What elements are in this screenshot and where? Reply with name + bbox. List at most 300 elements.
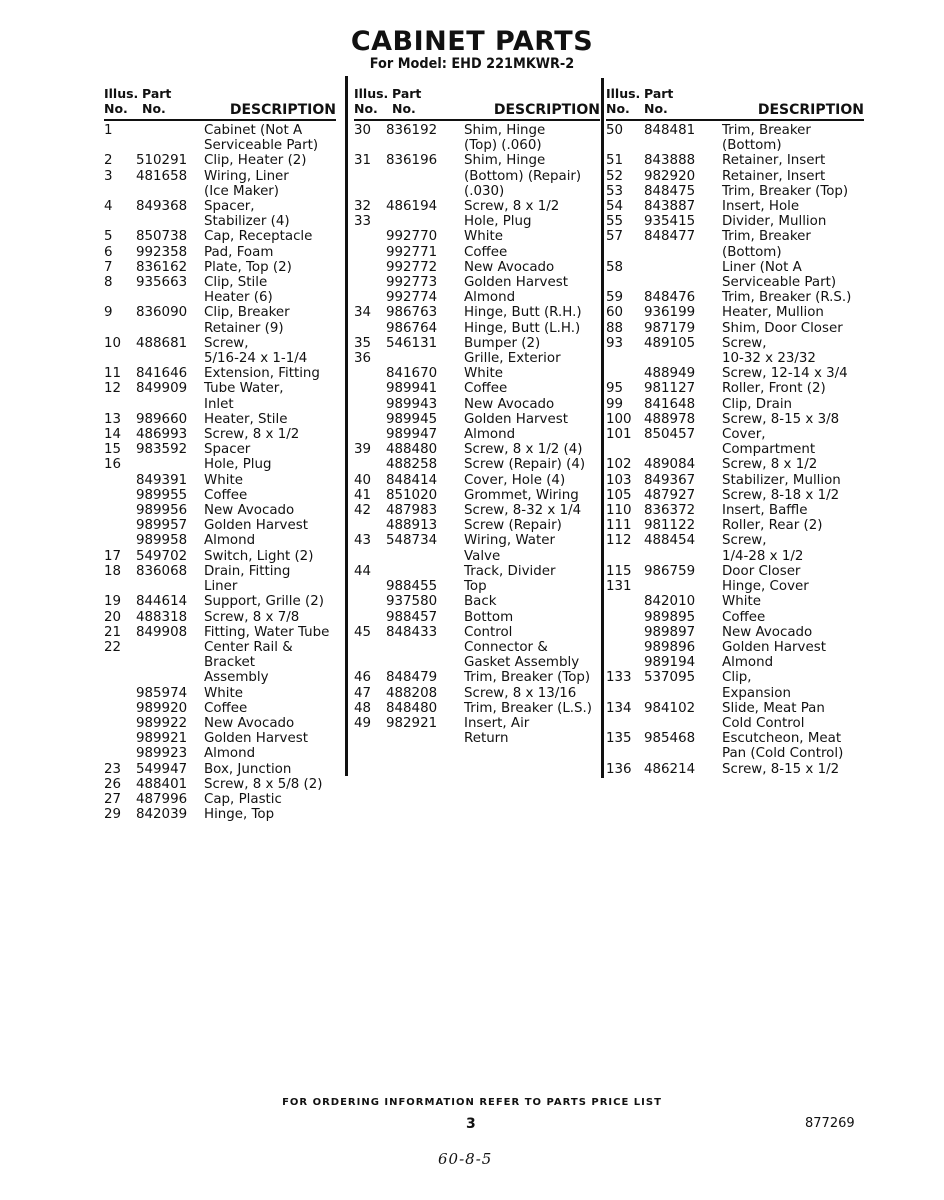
illus-number: 20 <box>104 609 122 625</box>
parts-row <box>354 245 600 260</box>
parts-row <box>104 229 336 244</box>
parts-row <box>354 381 600 396</box>
illus-number: 19 <box>104 594 122 610</box>
parts-row <box>606 260 864 290</box>
parts-row <box>104 777 336 792</box>
part-number: 488454 <box>644 533 696 549</box>
header-illus-no: Illus. No. <box>104 86 139 116</box>
illus-number: 2 <box>104 153 113 169</box>
parts-row <box>354 473 600 488</box>
parts-row <box>104 260 336 275</box>
part-number: 987179 <box>644 320 696 336</box>
part-number: 487996 <box>136 791 188 807</box>
parts-row <box>354 686 600 701</box>
part-description: New Avocado <box>204 715 295 731</box>
illus-number: 36 <box>354 351 372 367</box>
parts-row <box>104 518 336 533</box>
parts-row <box>104 731 336 746</box>
parts-row <box>354 716 600 746</box>
part-number: 986763 <box>386 305 438 321</box>
part-number: 992358 <box>136 244 188 260</box>
parts-row <box>354 579 600 594</box>
illus-number: 43 <box>354 533 372 549</box>
part-description: Hinge, Butt (R.H.) <box>464 305 582 321</box>
parts-row <box>606 503 864 518</box>
parts-row <box>104 488 336 503</box>
illus-number: 42 <box>354 503 372 519</box>
parts-row <box>606 670 864 700</box>
part-number: 986764 <box>386 320 438 336</box>
model-subtitle: For Model: EHD 221MKWR-2 <box>369 56 575 72</box>
parts-row <box>606 518 864 533</box>
part-description: New Avocado <box>722 624 813 640</box>
part-description: Wiring, Liner (Ice Maker) <box>204 168 289 199</box>
part-number: 989896 <box>644 639 696 655</box>
header-description: DESCRIPTION <box>493 102 600 118</box>
part-description: Grommet, Wiring <box>464 487 579 503</box>
part-description: Insert, Baffle <box>722 503 808 519</box>
part-number: 848480 <box>386 700 438 716</box>
part-description: Screw, 8-15 x 1/2 <box>722 761 840 777</box>
illus-number: 95 <box>606 381 624 397</box>
part-description: Roller, Front (2) <box>722 381 826 397</box>
part-number: 989920 <box>136 700 188 716</box>
part-number <box>384 214 464 229</box>
part-number: 836196 <box>386 153 438 169</box>
parts-row <box>354 275 600 290</box>
part-number: 836372 <box>644 503 696 519</box>
part-description: Screw (Repair) (4) <box>464 457 586 473</box>
parts-row <box>354 518 600 533</box>
illus-number: 5 <box>104 229 113 245</box>
parts-row <box>606 655 864 670</box>
part-number: 842010 <box>644 594 696 610</box>
part-number: 848475 <box>644 183 696 199</box>
part-description: Retainer, Insert <box>722 168 826 184</box>
illus-number <box>104 716 134 731</box>
parts-row <box>606 457 864 472</box>
part-description: Control Connector & Gasket Assembly <box>464 624 580 671</box>
illus-number: 53 <box>606 183 624 199</box>
part-description: Hinge, Top <box>204 807 275 823</box>
part-description: Hinge, Cover <box>722 579 809 595</box>
parts-row <box>104 716 336 731</box>
illus-number <box>354 245 384 260</box>
illus-number <box>354 321 384 336</box>
part-description: Coffee <box>464 381 508 397</box>
part-number: 848481 <box>644 123 696 138</box>
illus-number: 103 <box>606 472 632 488</box>
illus-number <box>606 610 642 625</box>
part-number: 992772 <box>386 259 438 275</box>
illus-number <box>354 518 384 533</box>
part-description: White <box>722 594 761 610</box>
parts-row <box>606 336 864 366</box>
illus-number: 134 <box>606 700 632 716</box>
illus-number <box>606 655 642 670</box>
parts-list <box>104 123 336 822</box>
part-number: 851020 <box>386 487 438 503</box>
illus-number: 47 <box>354 685 372 701</box>
part-number: 548734 <box>386 533 438 549</box>
part-number: 989957 <box>136 518 188 534</box>
illus-number: 49 <box>354 715 372 731</box>
part-number: 992773 <box>386 275 438 291</box>
illus-number: 93 <box>606 335 624 351</box>
parts-row <box>354 123 600 153</box>
part-description: Hole, Plug <box>464 214 532 230</box>
parts-row <box>104 336 336 366</box>
part-description: Divider, Mullion <box>722 214 827 230</box>
parts-row <box>104 275 336 305</box>
ordering-note: FOR ORDERING INFORMATION REFER TO PARTS PRICE LIST <box>282 1097 662 1108</box>
part-number: 510291 <box>136 153 188 169</box>
illus-number <box>354 579 384 594</box>
parts-row <box>104 549 336 564</box>
parts-row <box>104 169 336 199</box>
part-number: 850457 <box>644 427 696 443</box>
illus-number: 4 <box>104 199 113 215</box>
parts-row <box>606 321 864 336</box>
part-number: 546131 <box>386 335 438 351</box>
parts-row <box>606 381 864 396</box>
parts-row <box>104 807 336 822</box>
illus-number: 55 <box>606 214 624 230</box>
part-description: Trim, Breaker (L.S.) <box>464 700 593 716</box>
part-number <box>134 123 204 153</box>
part-description: Screw, 8 x 1/2 <box>722 457 818 473</box>
part-number: 488208 <box>386 685 438 701</box>
part-number: 982920 <box>644 168 696 184</box>
illus-number: 10 <box>104 335 122 351</box>
part-description: Insert, Hole <box>722 199 800 215</box>
part-description: Box, Junction <box>204 761 292 777</box>
illus-number: 26 <box>104 776 122 792</box>
part-number: 848476 <box>644 290 696 306</box>
part-number: 989660 <box>136 411 188 427</box>
part-number: 836192 <box>386 123 438 138</box>
parts-row <box>354 427 600 442</box>
parts-row <box>354 305 600 320</box>
parts-row <box>354 564 600 579</box>
part-description: New Avocado <box>464 259 555 275</box>
part-number <box>642 579 722 594</box>
part-description: Almond <box>464 427 516 443</box>
part-description: Spacer, Stabilizer (4) <box>204 199 290 230</box>
illus-number <box>606 640 642 655</box>
part-number: 849368 <box>136 199 188 215</box>
part-description: Shim, Door Closer <box>722 320 843 336</box>
illus-number: 101 <box>606 427 632 443</box>
part-description: Pad, Foam <box>204 244 274 260</box>
parts-row <box>104 594 336 609</box>
part-description: Heater, Stile <box>204 411 288 427</box>
parts-row <box>104 625 336 640</box>
part-number: 836068 <box>136 563 188 579</box>
parts-column-3 <box>606 86 864 777</box>
illus-number: 57 <box>606 229 624 245</box>
parts-list <box>606 123 864 777</box>
parts-row <box>354 670 600 685</box>
part-number: 841670 <box>386 366 438 382</box>
part-number: 843888 <box>644 153 696 169</box>
header-description: DESCRIPTION <box>757 102 864 118</box>
part-number: 488978 <box>644 411 696 427</box>
part-description: Almond <box>204 746 256 762</box>
part-description: Cap, Plastic <box>204 791 282 807</box>
part-description: Hinge, Butt (L.H.) <box>464 320 581 336</box>
part-number <box>384 351 464 366</box>
part-number: 981127 <box>644 381 696 397</box>
illus-number: 46 <box>354 670 372 686</box>
parts-row <box>606 290 864 305</box>
part-number: 984102 <box>644 700 696 716</box>
part-number: 841648 <box>644 396 696 412</box>
illus-number: 30 <box>354 123 372 138</box>
part-number: 488480 <box>386 442 438 458</box>
parts-row <box>104 153 336 168</box>
header-part-no: Part No. <box>142 86 172 116</box>
part-description: Screw, 8 x 5/8 (2) <box>204 776 323 792</box>
parts-row <box>354 214 600 229</box>
part-description: Golden Harvest <box>204 518 308 534</box>
part-description: Screw, 8-15 x 3/8 <box>722 411 840 427</box>
part-number: 989943 <box>386 396 438 412</box>
parts-row <box>606 564 864 579</box>
illus-number: 35 <box>354 335 372 351</box>
parts-row <box>606 229 864 259</box>
header-part-no: Part No. <box>392 86 422 116</box>
parts-row <box>606 594 864 609</box>
parts-row <box>354 260 600 275</box>
part-description: Screw, 1/4-28 x 1/2 <box>722 533 804 564</box>
part-description: Insert, Air Return <box>464 715 530 747</box>
part-description: Shim, Hinge (Bottom) (Repair) (.030) <box>464 153 582 199</box>
parts-row <box>104 610 336 625</box>
illus-number: 14 <box>104 427 122 443</box>
parts-row <box>606 305 864 320</box>
parts-row <box>354 701 600 716</box>
illus-number <box>104 503 134 518</box>
part-number: 992770 <box>386 229 438 245</box>
part-number: 989941 <box>386 381 438 397</box>
part-description: Clip, Drain <box>722 396 793 412</box>
part-number: 488318 <box>136 609 188 625</box>
parts-row <box>104 412 336 427</box>
illus-number: 51 <box>606 153 624 169</box>
parts-row <box>354 351 600 366</box>
illus-number <box>104 746 134 761</box>
illus-number: 110 <box>606 503 632 519</box>
parts-row <box>104 457 336 472</box>
parts-row <box>606 427 864 457</box>
illus-number: 33 <box>354 214 372 230</box>
parts-row <box>104 442 336 457</box>
illus-number: 60 <box>606 305 624 321</box>
part-description: Almond <box>722 655 774 671</box>
parts-row <box>606 579 864 594</box>
parts-row <box>104 503 336 518</box>
part-description: New Avocado <box>464 396 555 412</box>
part-number: 989955 <box>136 487 188 503</box>
part-number: 481658 <box>136 168 188 184</box>
illus-number: 112 <box>606 533 632 549</box>
part-description: Clip, Expansion <box>722 670 791 701</box>
part-description: Golden Harvest <box>722 639 826 655</box>
part-description: Drain, Fitting Liner <box>204 563 291 595</box>
part-description: Screw, 8 x 1/2 <box>464 199 560 215</box>
part-number: 989947 <box>386 427 438 443</box>
part-number: 848433 <box>386 624 438 640</box>
parts-row <box>104 746 336 761</box>
part-number: 983592 <box>136 442 188 458</box>
part-description: Trim, Breaker (R.S.) <box>722 290 852 306</box>
illus-number: 48 <box>354 700 372 716</box>
header-illus-no: Illus. No. <box>354 86 389 116</box>
parts-list <box>354 123 600 746</box>
part-number: 982921 <box>386 715 438 731</box>
illus-number <box>354 366 384 381</box>
part-description: Shim, Hinge (Top) (.060) <box>464 123 546 154</box>
part-number: 935663 <box>136 275 188 291</box>
parts-row <box>354 153 600 199</box>
part-description: Hole, Plug <box>204 457 272 473</box>
illus-number: 111 <box>606 518 632 534</box>
part-description: Cover, Hole (4) <box>464 472 566 488</box>
part-number: 489105 <box>644 335 696 351</box>
part-number: 488401 <box>136 776 188 792</box>
parts-row <box>606 169 864 184</box>
column-header <box>606 86 864 121</box>
part-description: Escutcheon, Meat Pan (Cold Control) <box>722 731 844 762</box>
part-number: 487983 <box>386 503 438 519</box>
parts-row <box>606 473 864 488</box>
illus-number: 105 <box>606 487 632 503</box>
part-number: 989956 <box>136 503 188 519</box>
part-number: 988457 <box>386 609 438 625</box>
header-part-no: Part No. <box>644 86 674 116</box>
illus-number: 100 <box>606 411 632 427</box>
part-number: 486194 <box>386 199 438 215</box>
parts-row <box>606 701 864 731</box>
part-number: 986759 <box>644 563 696 579</box>
part-number: 989958 <box>136 533 188 549</box>
illus-number: 32 <box>354 199 372 215</box>
part-description: Screw, 8-32 x 1/4 <box>464 503 582 519</box>
part-description: Screw, 8 x 7/8 <box>204 609 300 625</box>
part-description: Screw (Repair) <box>464 518 562 534</box>
part-number: 936199 <box>644 305 696 321</box>
part-description: Spacer <box>204 442 251 458</box>
part-description: Cover, Compartment <box>722 427 816 458</box>
part-number: 487927 <box>644 487 696 503</box>
illus-number <box>354 610 384 625</box>
part-number: 989895 <box>644 609 696 625</box>
part-description: Cabinet (Not A Serviceable Part) <box>204 123 319 154</box>
parts-row <box>606 731 864 761</box>
part-description: Trim, Breaker (Bottom) <box>722 229 811 260</box>
illus-number <box>354 457 384 472</box>
part-number: 486993 <box>136 427 188 443</box>
part-description: White <box>464 366 503 382</box>
part-number: 841646 <box>136 366 188 382</box>
parts-row <box>354 457 600 472</box>
illus-number: 59 <box>606 290 624 306</box>
column-divider <box>345 76 348 776</box>
part-number: 848477 <box>644 229 696 245</box>
part-description: Almond <box>464 290 516 306</box>
parts-row <box>104 564 336 594</box>
parts-row <box>354 199 600 214</box>
part-description: Coffee <box>204 487 248 503</box>
illus-number <box>104 701 134 716</box>
part-description: Golden Harvest <box>464 411 568 427</box>
part-number: 488258 <box>386 457 438 473</box>
parts-row <box>354 442 600 457</box>
parts-row <box>354 336 600 351</box>
part-description: Golden Harvest <box>464 275 568 291</box>
parts-row <box>354 533 600 563</box>
illus-number: 31 <box>354 153 372 169</box>
part-description: Bumper (2) <box>464 335 541 351</box>
illus-number: 45 <box>354 624 372 640</box>
parts-column-1 <box>104 86 336 822</box>
part-description: Retainer, Insert <box>722 153 826 169</box>
illus-number: 8 <box>104 275 113 291</box>
illus-number: 22 <box>104 639 122 655</box>
part-number: 848414 <box>386 472 438 488</box>
part-description: Clip, Stile Heater (6) <box>204 275 273 306</box>
part-number <box>642 260 722 290</box>
part-number: 935415 <box>644 214 696 230</box>
part-description: Screw, 12-14 x 3/4 <box>722 366 848 382</box>
part-description: White <box>464 229 503 245</box>
part-description: Screw, 8 x 1/2 <box>204 427 300 443</box>
illus-number: 29 <box>104 807 122 823</box>
illus-number <box>606 594 642 609</box>
illus-number: 58 <box>606 259 624 275</box>
illus-number: 6 <box>104 244 113 260</box>
part-description: Cap, Receptacle <box>204 229 313 245</box>
column-divider <box>601 78 604 778</box>
header-illus-no: Illus. No. <box>606 86 641 116</box>
parts-row <box>606 625 864 640</box>
part-description: Center Rail & Bracket Assembly <box>204 639 293 686</box>
illus-number: 136 <box>606 761 632 777</box>
parts-row <box>354 290 600 305</box>
parts-row <box>606 610 864 625</box>
illus-number: 54 <box>606 199 624 215</box>
part-description: Golden Harvest <box>204 731 308 747</box>
parts-row <box>354 625 600 671</box>
illus-number: 27 <box>104 791 122 807</box>
parts-row <box>606 397 864 412</box>
part-description: Liner (Not A Serviceable Part) <box>722 259 837 291</box>
parts-row <box>104 686 336 701</box>
part-number: 488681 <box>136 335 188 351</box>
illus-number: 135 <box>606 731 632 747</box>
parts-row <box>606 366 864 381</box>
parts-row <box>606 199 864 214</box>
part-description: Door Closer <box>722 563 801 579</box>
parts-row <box>104 305 336 335</box>
parts-row <box>354 503 600 518</box>
parts-row <box>606 762 864 777</box>
parts-column-2 <box>354 86 600 746</box>
part-number: 989922 <box>136 715 188 731</box>
part-number: 985468 <box>644 731 696 747</box>
illus-number: 88 <box>606 320 624 336</box>
